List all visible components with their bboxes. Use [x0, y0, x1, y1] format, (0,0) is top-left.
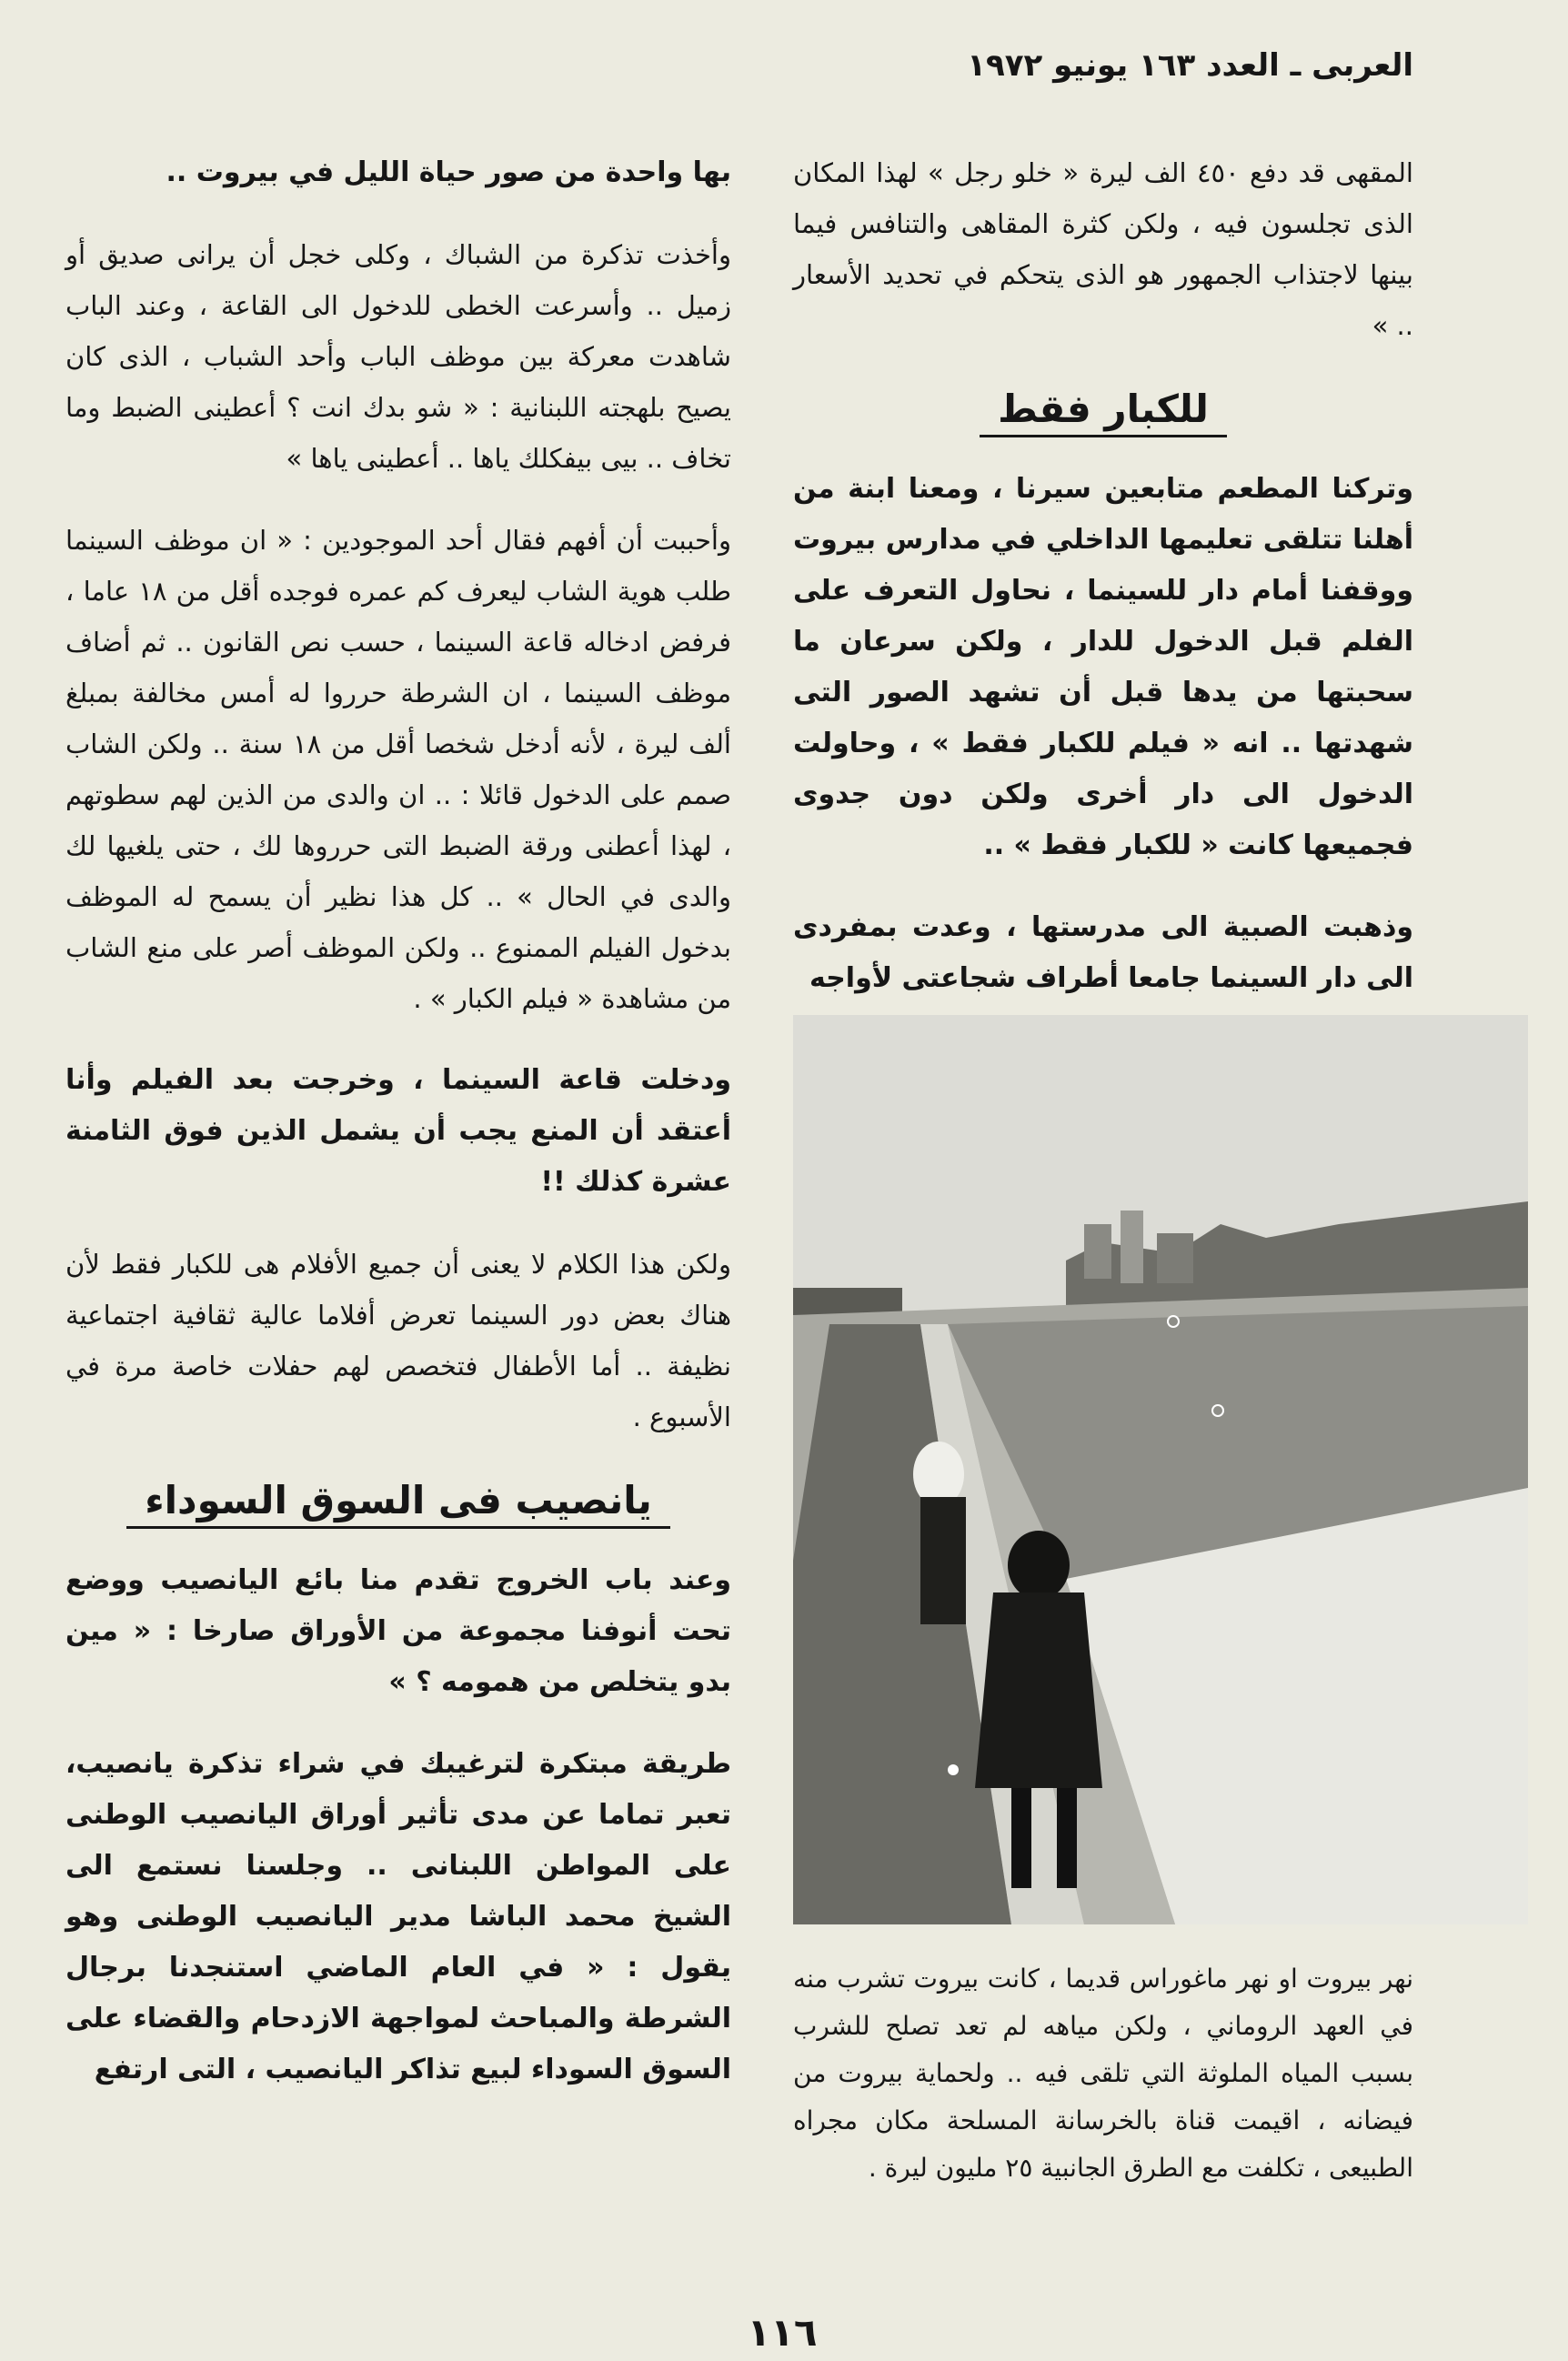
- paragraph-lottery-director: طريقة مبتكرة لترغيبك في شراء تذكرة يانصيب، تعبر تماما عن مدى تأثير أوراق اليانصيب الوطنى على المواطن اللبنانى .. وجلسنا نستمع الى الشيخ محمد الباشا مدير اليانصيب الوطنى وهو يقول : « في العام الماضي استنجدنا برجال الشرطة والمباحث لمواجهة الازدحام والقضاء على السوق السوداء لبيع تذاكر اليانصيب ، التى ارتفع: [65, 1748, 731, 2085]
- paragraph-return-alone: وذهبت الصبية الى مدرستها ، وعدت بمفردى الى دار السينما جامعا أطراف شجاعتى لأواجه: [793, 911, 1413, 994]
- photo-caption: نهر بيروت او نهر ماغوراس قديما ، كانت بيروت تشرب منه في العهد الروماني ، ولكن مياهه لم تعد تصلح للشرب بسبب المياه الملوثة التي تلقى فيه .. ولحماية بيروت من فيضانه ، اقيمت قناة بالخرسانة المسلحة مكان مجراه الطبيعى ، تكلفت مع الطرق الجانبية ٢٥ مليون ليرة .: [793, 1964, 1413, 2183]
- paragraph-lottery-seller: وعند باب الخروج تقدم منا بائع اليانصيب ووضع تحت أنوفنا مجموعة من الأوراق صارخا : « مين بدو يتخلص من همومه ؟ »: [65, 1564, 731, 1698]
- section-heading-text: للكبار فقط: [980, 387, 1227, 437]
- paragraph-children-films: ولكن هذا الكلام لا يعنى أن جميع الأفلام هى للكبار فقط لأن هناك بعض دور السينما تعرض أفلاما عالية ثقافية اجتماعية نظيفة .. أما الأطفال فتخصص لهم حفلات خاصة مرة في الأسبوع .: [65, 1249, 731, 1432]
- running-header: العربى ـ العدد ١٦٣ يونيو ١٩٧٢: [967, 47, 1413, 84]
- left-column: [65, 147, 731, 2126]
- paragraph-nightlife: بها واحدة من صور حياة الليل في بيروت ..: [166, 156, 731, 188]
- intro-paragraph: المقهى قد دفع ٤٥٠ الف ليرة « خلو رجل » لهذا المكان الذى تجلسون فيه ، ولكن كثرة المقاهى والتنافس فيما بينها لاجتذاب الجمهور هو الذى يتحكم في تحديد الأسعار .. »: [793, 157, 1413, 341]
- paragraph-explanation: وأحببت أن أفهم فقال أحد الموجودين : « ان موظف السينما طلب هوية الشاب ليعرف كم عمره فوجده أقل من ١٨ عاما ، فرفض ادخاله قاعة السينما ، حسب نص القانون .. ثم أضاف موظف السينما ، ان الشرطة حرروا له أمس مخالفة بمبلغ ألف ليرة ، لأنه أدخل شخصا أقل من ١٨ سنة .. ولكن الشاب صمم على الدخول قائلا : .. ان والدى من الذين لهم سطوتهم ، لهذا أعطنى ورقة الضبط التى حرروها لك ، حتى يلغيها لك والدى في الحال » .. كل هذا نظير أن يسمح له الموظف بدخول الفيلم الممنوع .. ولكن الموظف أصر على منع الشاب من مشاهدة « فيلم الكبار » .: [65, 525, 731, 1014]
- right-column: [793, 147, 1413, 1035]
- photo-illustration: [793, 1015, 1528, 1924]
- river-canal-photo: [793, 1015, 1528, 1924]
- section-heading-text: يانصيب فى السوق السوداء: [126, 1478, 670, 1529]
- page-number: ١١٦: [747, 2310, 818, 2355]
- paragraph-ticket: وأخذت تذكرة من الشباك ، وكلى خجل أن يرانى صديق أو زميل .. وأسرعت الخطى للدخول الى القاعة ، وعند الباب شاهدت معركة بين موظف الباب وأحد الشباب ، الذى كان يصيح بلهجته اللبنانية : « شو بدك انت ؟ أعطينى الضبط وما تخاف .. بيى بيفكلك ياها .. أعطينى ياها »: [65, 239, 731, 474]
- section-heading-adults-only: [793, 382, 1413, 437]
- paragraph-cinema-visit: وتركنا المطعم متابعين سيرنا ، ومعنا ابنة من أهلنا تتلقى تعليمها الداخلي في مدارس بيروت ووقفنا أمام دار للسينما ، نحاول التعرف على الفلم قبل الدخول للدار ، ولكن سرعان ما سحبتها من يدها قبل أن تشهد الصور التى شهدتها .. انه « فيلم للكبار فقط » ، وحاولت الدخول الى دار أخرى ولكن دون جدوى فجميعها كانت « للكبار فقط » ..: [793, 473, 1413, 861]
- section-heading-lottery: [65, 1473, 731, 1528]
- paragraph-after-film: ودخلت قاعة السينما ، وخرجت بعد الفيلم وأنا أعتقد أن المنع يجب أن يشمل الذين فوق الثامنة عشرة كذلك !!: [65, 1064, 731, 1198]
